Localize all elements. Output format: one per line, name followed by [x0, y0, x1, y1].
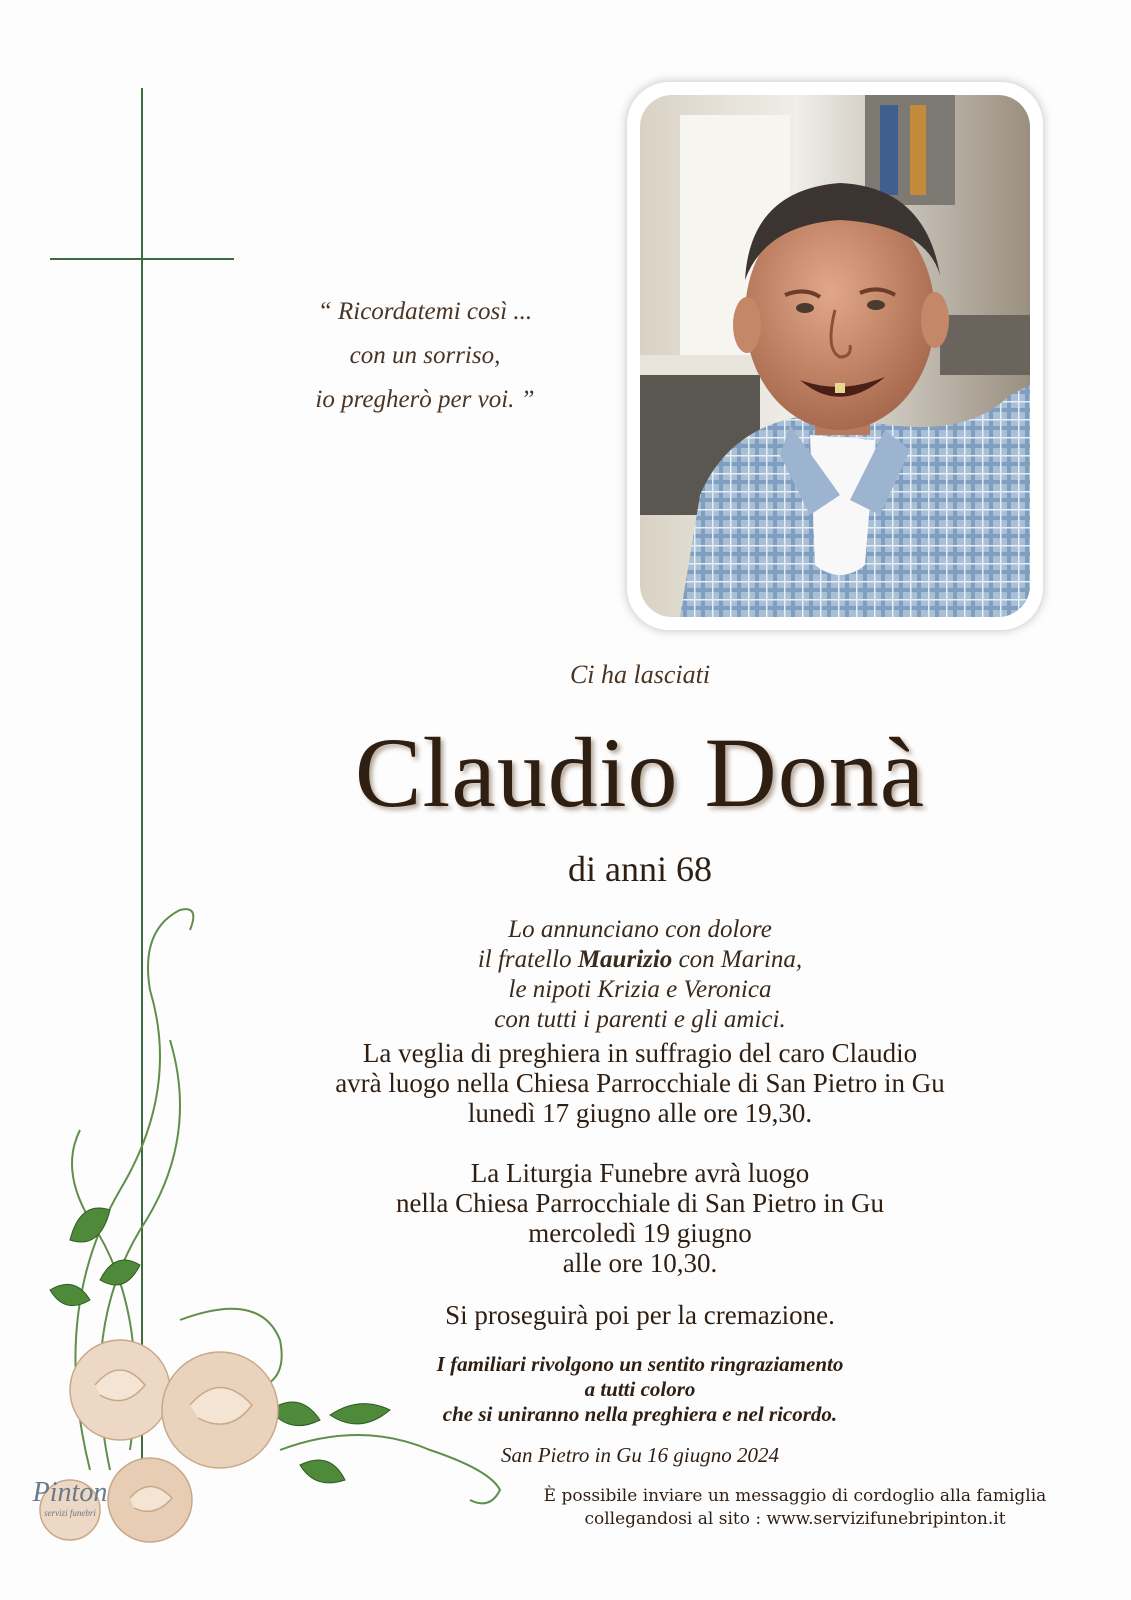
funeral-line: La Liturgia Funebre avrà luogo [470, 1158, 810, 1188]
place-date: San Pietro in Gu 16 giugno 2024 [500, 1443, 780, 1467]
quote-line: “ Ricordatemi così ... [317, 298, 533, 325]
vigil-line: avrà luogo nella Chiesa Parrocchiale di San Pietro in Gu [335, 1068, 945, 1098]
brother-name: Maurizio [577, 946, 673, 973]
cremation-text: Si proseguirà poi per la cremazione. [445, 1300, 835, 1330]
mourners-line: Lo annunciano con dolore [508, 916, 772, 943]
vigil-line: La veglia di preghiera in suffragio del caro Claudio [362, 1038, 918, 1068]
footer-website[interactable]: collegandosi al sito : www.servizifunebripinton.it [584, 1509, 1006, 1529]
quote-line: io pregherò per voi. ” [315, 386, 535, 413]
mourners-line: le nipoti Krizia e Veronica [508, 976, 772, 1003]
mourners-suffix: con Marina, [678, 946, 803, 973]
mourners-prefix: il fratello [477, 946, 572, 973]
deceased-age: di anni 68 [568, 849, 712, 889]
rose-decoration [30, 890, 510, 1554]
thanks-line: I familiari rivolgono un sentito ringraziamento [436, 1352, 844, 1376]
funeral-line: alle ore 10,30. [562, 1248, 718, 1278]
portrait-photo [640, 95, 1030, 617]
thanks-line: che si uniranno nella preghiera e nel ricordo. [442, 1402, 838, 1426]
funeral-line: nella Chiesa Parrocchiale di San Pietro in Gu [395, 1188, 885, 1218]
intro-text: Ci ha lasciati [569, 660, 711, 689]
condolence-footer [510, 1485, 1080, 1531]
vigil-line: lunedì 17 giugno alle ore 19,30. [467, 1098, 813, 1128]
logo-subtitle: servizi funebri [44, 1508, 96, 1518]
footer-line: È possibile inviare un messaggio di cordoglio alla famiglia [543, 1486, 1047, 1506]
portrait-frame [627, 82, 1043, 630]
thanks-line: a tutti coloro [584, 1377, 696, 1401]
pinton-logo [20, 1478, 120, 1528]
logo-name: Pinton [32, 1477, 108, 1508]
funeral-line: mercoledì 19 giugno [528, 1218, 752, 1248]
quote-line: con un sorriso, [349, 342, 501, 369]
memorial-quote [280, 290, 570, 422]
deceased-name: Claudio Donà [354, 717, 926, 828]
cross-horizontal-bar [50, 258, 234, 260]
mourners-line: con tutti i parenti e gli amici. [494, 1006, 786, 1033]
